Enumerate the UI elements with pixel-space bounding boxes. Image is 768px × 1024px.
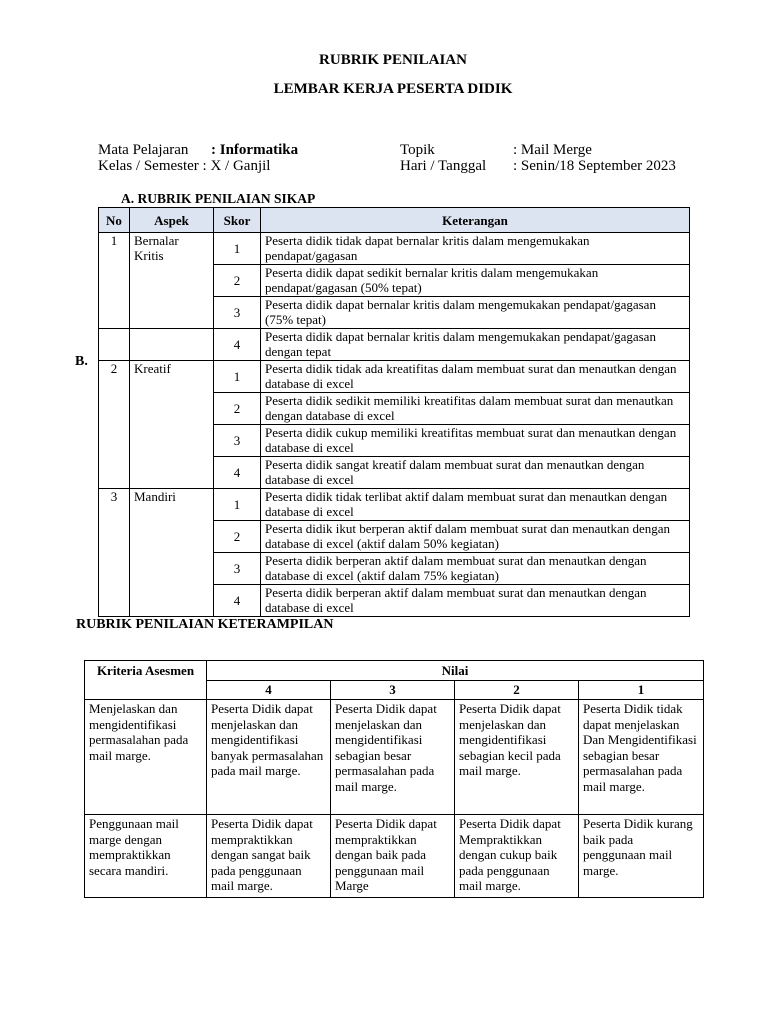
score-header-3: 3 bbox=[331, 681, 455, 700]
cell-skor: 4 bbox=[214, 329, 261, 361]
cell-keterangan: Peserta didik tidak dapat bernalar kritis dalam mengemukakan pendapat/gagasan bbox=[261, 233, 690, 265]
cell-keterangan: Peserta didik sedikit memiliki kreatifitas dalam membuat surat dan menautkan dengan database di excel bbox=[261, 393, 690, 425]
hari-tanggal-value: : Senin/18 September 2023 bbox=[513, 158, 676, 174]
col-header-aspek: Aspek bbox=[130, 208, 214, 233]
col-header-nilai: Nilai bbox=[207, 661, 704, 681]
cell-keterangan: Peserta didik berperan aktif dalam membuat surat dan menautkan dengan database di excel bbox=[261, 585, 690, 617]
cell-keterangan: Peserta didik dapat sedikit bernalar kritis dalam mengemukakan pendapat/gagasan (50% tepat) bbox=[261, 265, 690, 297]
cell-skor: 4 bbox=[214, 585, 261, 617]
sikap-rubric-table bbox=[98, 207, 690, 617]
cell-no bbox=[99, 393, 130, 425]
cell-aspek bbox=[130, 521, 214, 553]
mapel-value: : Informatika bbox=[211, 142, 299, 158]
kelas-semester: Kelas / Semester : X / Ganjil bbox=[98, 158, 271, 174]
table-row bbox=[99, 457, 690, 489]
cell-skor: 3 bbox=[214, 425, 261, 457]
cell-aspek: Bernalar Kritis bbox=[130, 233, 214, 265]
cell-aspek bbox=[130, 329, 214, 361]
section-a-title: A. RUBRIK PENILAIAN SIKAP bbox=[121, 191, 316, 206]
table-row bbox=[99, 489, 690, 521]
cell-nilai-4: Peserta Didik dapat mempraktikkan dengan sangat baik pada penggunaan mail marge. bbox=[207, 815, 331, 898]
cell-skor: 2 bbox=[214, 393, 261, 425]
score-header-1: 1 bbox=[579, 681, 704, 700]
cell-nilai-3: Peserta Didik dapat menjelaskan dan mengidentifikasi sebagian besar permasalahan pada mail marge. bbox=[331, 700, 455, 815]
cell-aspek bbox=[130, 425, 214, 457]
table-row bbox=[99, 329, 690, 361]
cell-skor: 1 bbox=[214, 233, 261, 265]
cell-no bbox=[99, 521, 130, 553]
cell-skor: 3 bbox=[214, 553, 261, 585]
table-row bbox=[85, 700, 704, 815]
keterampilan-rubric-table bbox=[84, 660, 704, 898]
topik-value: : Mail Merge bbox=[513, 142, 592, 158]
col-header-keterangan: Keterangan bbox=[261, 208, 690, 233]
cell-aspek bbox=[130, 393, 214, 425]
cell-aspek bbox=[130, 585, 214, 617]
score-header-4: 4 bbox=[207, 681, 331, 700]
cell-no: 1 bbox=[99, 233, 130, 265]
cell-keterangan: Peserta didik tidak terlibat aktif dalam membuat surat dan menautkan dengan database di excel bbox=[261, 489, 690, 521]
cell-skor: 1 bbox=[214, 361, 261, 393]
cell-nilai-2: Peserta Didik dapat Mempraktikkan dengan cukup baik pada penggunaan mail marge. bbox=[455, 815, 579, 898]
cell-nilai-4: Peserta Didik dapat menjelaskan dan mengidentifikasi banyak permasalahan pada mail marge. bbox=[207, 700, 331, 815]
cell-aspek bbox=[130, 265, 214, 297]
table-row bbox=[99, 393, 690, 425]
table-row bbox=[99, 521, 690, 553]
cell-no bbox=[99, 329, 130, 361]
section-b-title: RUBRIK PENILAIAN KETERAMPILAN bbox=[76, 617, 334, 632]
cell-keterangan: Peserta didik cukup memiliki kreatifitas membuat surat dan menautkan dengan database di excel bbox=[261, 425, 690, 457]
cell-skor: 1 bbox=[214, 489, 261, 521]
hari-tanggal-label: Hari / Tanggal bbox=[400, 158, 487, 174]
cell-aspek: Mandiri bbox=[130, 489, 214, 521]
cell-skor: 2 bbox=[214, 265, 261, 297]
table-row bbox=[99, 297, 690, 329]
col-header-kriteria: Kriteria Asesmen bbox=[85, 661, 207, 700]
cell-aspek: Kreatif bbox=[130, 361, 214, 393]
col-header-skor: Skor bbox=[214, 208, 261, 233]
cell-aspek bbox=[130, 297, 214, 329]
cell-nilai-1: Peserta Didik tidak dapat menjelaskan Dan Mengidentifikasi sebagian besar permasalahan pada mail marge. bbox=[579, 700, 704, 815]
section-b-marker: B. bbox=[75, 354, 88, 369]
cell-no bbox=[99, 297, 130, 329]
cell-kriteria: Penggunaan mail marge dengan mempraktikkan secara mandiri. bbox=[85, 815, 207, 898]
cell-skor: 4 bbox=[214, 457, 261, 489]
cell-nilai-3: Peserta Didik dapat mempraktikkan dengan baik pada penggunaan mail Marge bbox=[331, 815, 455, 898]
table-row bbox=[99, 233, 690, 265]
cell-no: 2 bbox=[99, 361, 130, 393]
cell-aspek bbox=[130, 553, 214, 585]
table-row bbox=[99, 585, 690, 617]
cell-no: 3 bbox=[99, 489, 130, 521]
topik-label: Topik bbox=[400, 142, 435, 158]
col-header-no: No bbox=[99, 208, 130, 233]
table-row bbox=[85, 815, 704, 898]
cell-no bbox=[99, 553, 130, 585]
table-row bbox=[99, 265, 690, 297]
cell-aspek bbox=[130, 457, 214, 489]
cell-no bbox=[99, 585, 130, 617]
cell-keterangan: Peserta didik tidak ada kreatifitas dalam membuat surat dan menautkan dengan database di excel bbox=[261, 361, 690, 393]
document-title: RUBRIK PENILAIAN bbox=[319, 52, 467, 68]
table-row bbox=[99, 553, 690, 585]
cell-skor: 2 bbox=[214, 521, 261, 553]
cell-nilai-1: Peserta Didik kurang baik pada penggunaan mail marge. bbox=[579, 815, 704, 898]
cell-no bbox=[99, 265, 130, 297]
cell-keterangan: Peserta didik ikut berperan aktif dalam membuat surat dan menautkan dengan database di excel (aktif dalam 50% kegiatan) bbox=[261, 521, 690, 553]
cell-kriteria: Menjelaskan dan mengidentifikasi permasalahan pada mail marge. bbox=[85, 700, 207, 815]
table-row bbox=[99, 361, 690, 393]
score-header-2: 2 bbox=[455, 681, 579, 700]
cell-nilai-2: Peserta Didik dapat menjelaskan dan mengidentifikasi sebagian kecil pada mail marge. bbox=[455, 700, 579, 815]
table-row bbox=[99, 425, 690, 457]
cell-no bbox=[99, 457, 130, 489]
mapel-label: Mata Pelajaran bbox=[98, 142, 189, 158]
document-subtitle: LEMBAR KERJA PESERTA DIDIK bbox=[273, 81, 513, 97]
cell-keterangan: Peserta didik sangat kreatif dalam membuat surat dan menautkan dengan database di excel bbox=[261, 457, 690, 489]
cell-keterangan: Peserta didik berperan aktif dalam membuat surat dan menautkan dengan database di excel (aktif dalam 75% kegiatan) bbox=[261, 553, 690, 585]
cell-no bbox=[99, 425, 130, 457]
cell-keterangan: Peserta didik dapat bernalar kritis dalam mengemukakan pendapat/gagasan (75% tepat) bbox=[261, 297, 690, 329]
cell-keterangan: Peserta didik dapat bernalar kritis dalam mengemukakan pendapat/gagasan dengan tepat bbox=[261, 329, 690, 361]
cell-skor: 3 bbox=[214, 297, 261, 329]
